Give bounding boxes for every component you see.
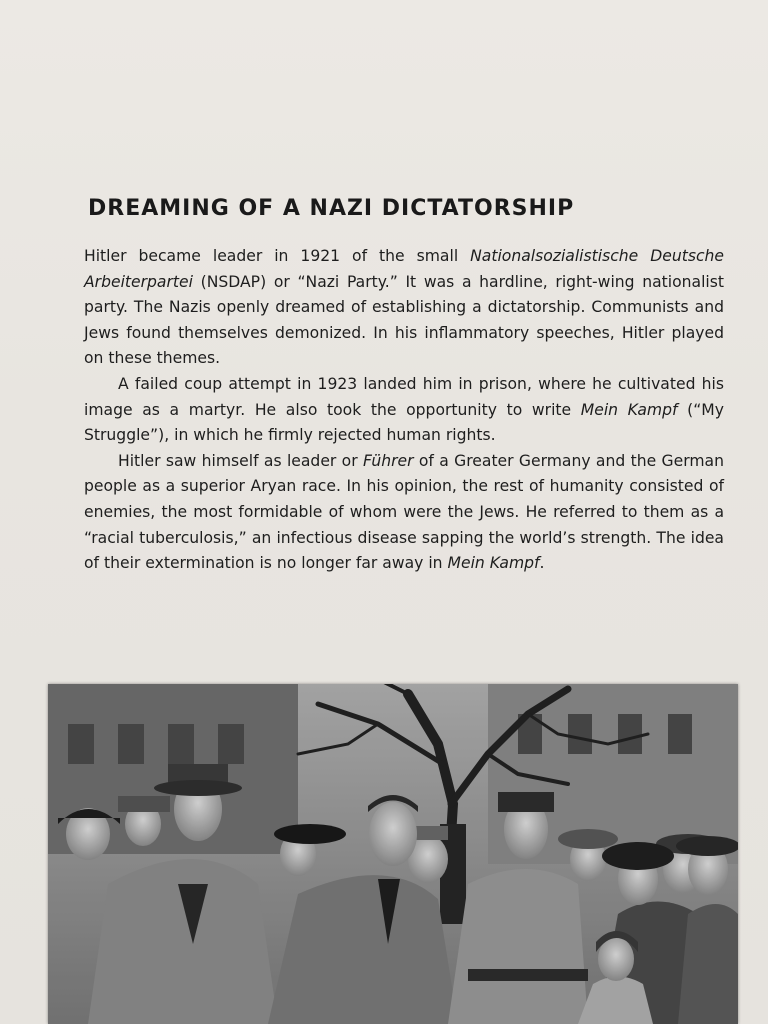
paragraph-1-segment-2-italic: Nationalsozialistische Deutsche Arbeiterpartei [84,247,724,291]
paragraph-2-segment-3: (“My Struggle”), in which he firmly rejected human rights. [84,400,724,445]
historical-crowd-photo [48,684,738,1024]
paragraph-3 [84,449,724,577]
paragraph-1-segment-1: Hitler became leader in 1921 of the small [84,247,471,265]
paragraph-2-segment-1: A failed coup attempt in 1923 landed him in prison, where he cultivated his image as a martyr. He also took the opportunity to write [84,374,724,419]
paragraph-3-segment-5: . [539,554,545,573]
panel-title: DREAMING OF A NAZI DICTATORSHIP [88,196,575,221]
paragraph-2 [84,372,724,449]
paragraph-2-segment-2-italic: Mein Kampf [580,400,678,419]
panel-body-text [84,244,724,577]
paragraph-3-segment-2-italic: Führer [362,451,414,470]
paragraph-1 [84,244,724,372]
paragraph-3-segment-3: of a Greater Germany and the German people as a superior Aryan race. In his opinion, the rest of humanity consisted of enemies, the most formidable of whom were the Jews. He referred to them as a “racial tuberculosis,” an infectious disease sapping the world’s strength. The idea of their extermination is no longer far away in [84,451,724,573]
paragraph-3-segment-1: Hitler saw himself as leader or [118,451,363,470]
paragraph-1-segment-3: (NSDAP) or “Nazi Party.” It was a hardline, right-wing nationalist party. The Nazis openly dreamed of establishing a dictatorship. Communists and Jews found themselves demonized. In his inflammatory speeches, Hitler played on these themes. [84,272,724,368]
photo-grain-overlay [48,684,738,1024]
crowd-photo-illustration [48,684,738,1024]
paragraph-3-segment-4-italic: Mein Kampf [447,554,540,573]
